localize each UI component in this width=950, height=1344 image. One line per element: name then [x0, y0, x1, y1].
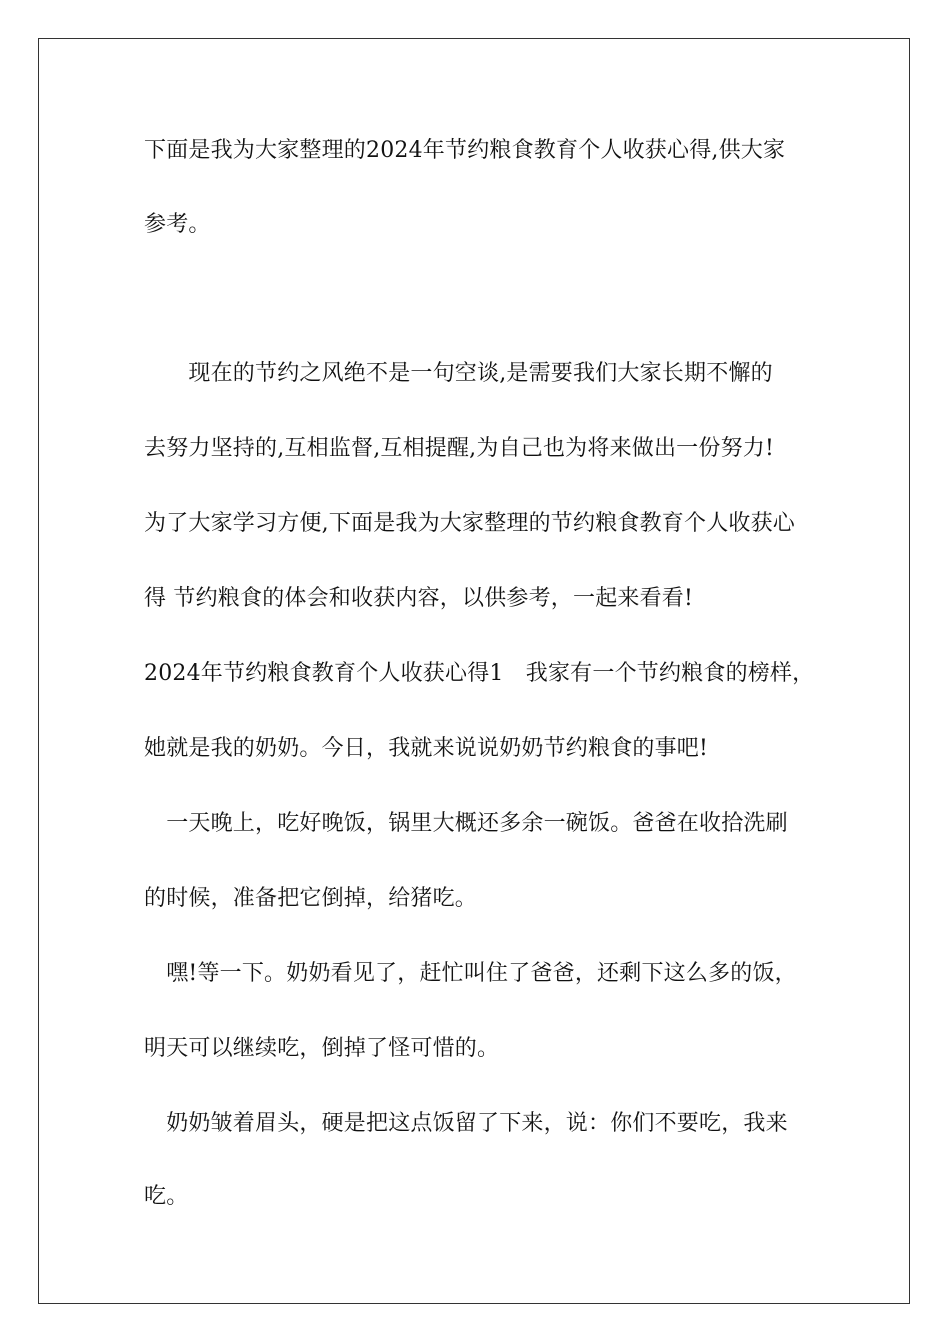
text-line-8: 她就是我的奶奶。今日，我就来说说奶奶节约粮食的事吧!: [144, 736, 709, 761]
text-line-10: 的时候，准备把它倒掉，给猪吃。: [144, 886, 478, 911]
text-line-9: 一天晚上，吃好晚饭，锅里大概还多余一碗饭。爸爸在收拾洗刷: [144, 811, 788, 836]
text-line-4: 去努力坚持的,互相监督,互相提醒,为自己也为将来做出一份努力!: [144, 436, 775, 461]
text-line-2: 参考。: [144, 212, 211, 237]
text-line-11: 嘿!等一下。奶奶看见了，赶忙叫住了爸爸，还剩下这么多的饭，: [144, 961, 797, 986]
text-line-1: 下面是我为大家整理的2024年节约粮食教育个人收获心得,供大家: [144, 138, 786, 163]
text-line-6: 得 节约粮食的体会和收获内容，以供参考，一起来看看!: [144, 586, 694, 611]
text-line-12: 明天可以继续吃，倒掉了怪可惜的。: [144, 1036, 500, 1061]
text-line-7: 2024年节约粮食教育个人收获心得1 我家有一个节约粮食的榜样，: [144, 661, 815, 686]
text-line-3: 现在的节约之风绝不是一句空谈,是需要我们大家长期不懈的: [144, 361, 773, 386]
text-line-14: 吃。: [144, 1184, 189, 1209]
text-line-13: 奶奶皱着眉头，硬是把这点饭留了下来，说：你们不要吃，我来: [144, 1111, 788, 1136]
text-line-5: 为了大家学习方便,下面是我为大家整理的节约粮食教育个人收获心: [144, 511, 795, 536]
